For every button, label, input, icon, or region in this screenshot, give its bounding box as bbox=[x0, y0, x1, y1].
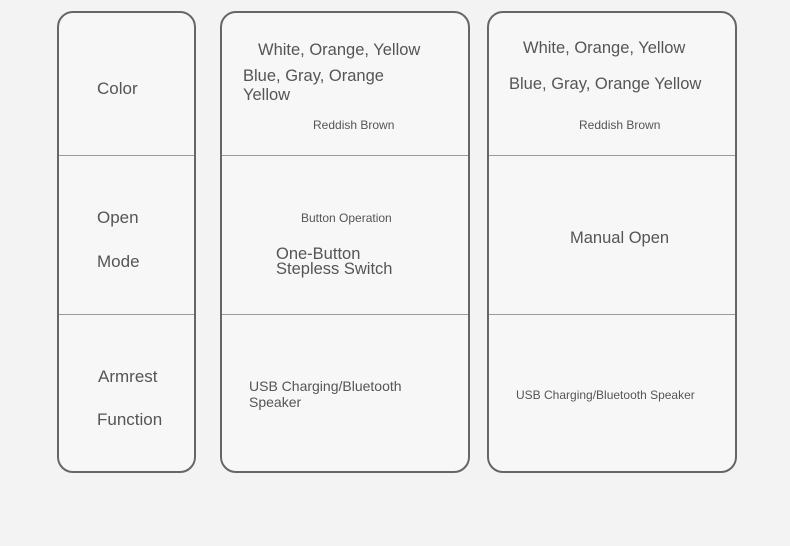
product-b-open-mode-cell bbox=[489, 156, 735, 315]
product-b-color-line1: White, Orange, Yellow bbox=[523, 39, 686, 57]
product-a-open-line2: One-Button bbox=[276, 245, 361, 263]
product-a-open-line1: Button Operation bbox=[301, 211, 392, 225]
armrest-label-line2: Function bbox=[97, 410, 163, 429]
product-a-armrest-line2: Speaker bbox=[249, 394, 302, 410]
product-a-color-line1: White, Orange, Yellow bbox=[258, 41, 421, 59]
armrest-label-line1: Armrest bbox=[98, 367, 158, 386]
product-b-color-cell bbox=[489, 13, 735, 156]
open-mode-label-line1: Open bbox=[97, 208, 139, 227]
product-a-column bbox=[220, 11, 470, 473]
product-a-color-line2: Blue, Gray, Orange bbox=[243, 67, 384, 85]
attribute-label-column bbox=[57, 11, 196, 473]
product-b-armrest-cell bbox=[489, 315, 735, 471]
product-b-open-mode: Manual Open bbox=[570, 229, 670, 247]
product-a-armrest-cell bbox=[222, 315, 468, 471]
product-b-color-line3: Reddish Brown bbox=[579, 118, 661, 132]
product-a-color-line4: Reddish Brown bbox=[313, 118, 395, 132]
product-a-open-mode-cell bbox=[222, 156, 468, 315]
armrest-row-label-cell bbox=[59, 315, 194, 471]
color-label: Color bbox=[97, 79, 138, 98]
open-mode-row-label-cell bbox=[59, 156, 194, 315]
product-a-color-cell bbox=[222, 13, 468, 156]
product-b-color-line2: Blue, Gray, Orange Yellow bbox=[509, 75, 702, 93]
product-a-open-line3: Stepless Switch bbox=[276, 260, 393, 278]
open-mode-label-line2: Mode bbox=[97, 252, 140, 271]
product-b-column bbox=[487, 11, 737, 473]
color-row-label-cell bbox=[59, 13, 194, 156]
product-a-armrest-line1: USB Charging/Bluetooth bbox=[249, 378, 402, 394]
product-b-armrest: USB Charging/Bluetooth Speaker bbox=[516, 388, 695, 402]
product-a-color-line3: Yellow bbox=[243, 86, 291, 104]
